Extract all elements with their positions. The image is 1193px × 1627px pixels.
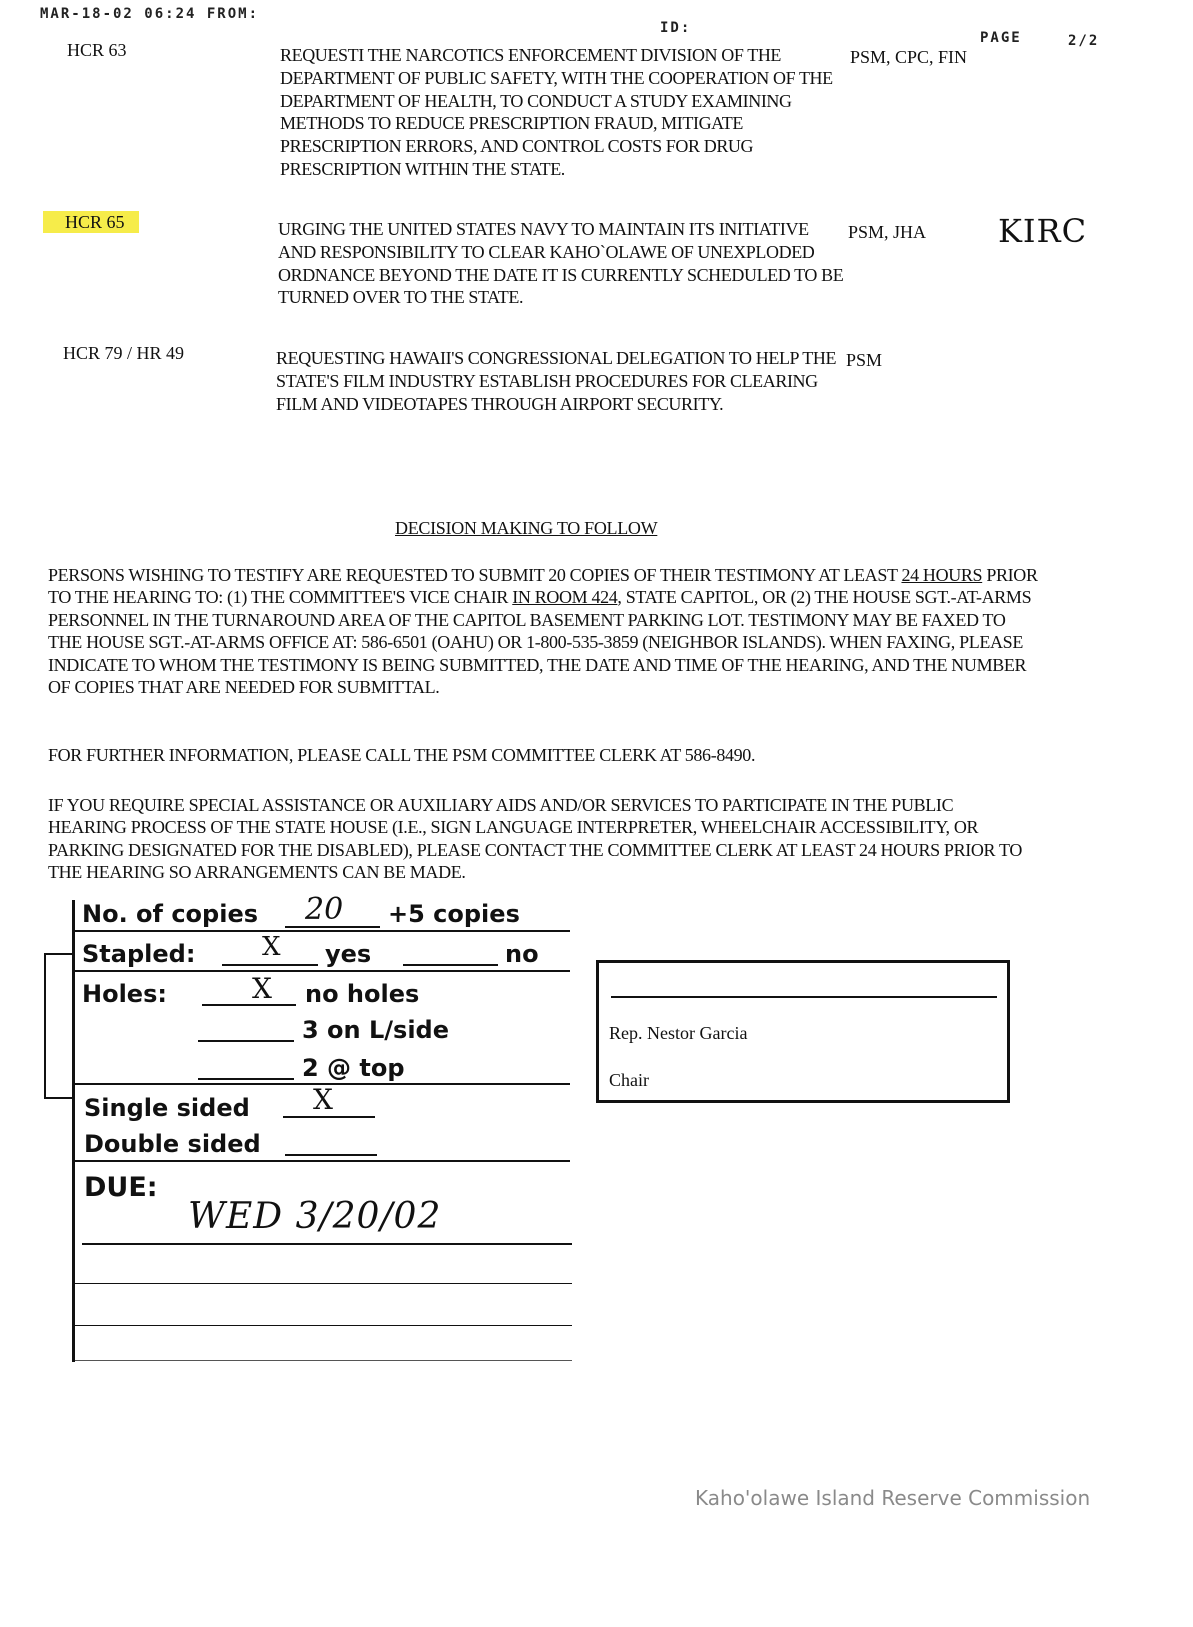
bracket-bottom [44,1097,74,1099]
testimony-hours: 24 HOURS [901,565,983,585]
three-side-blank [198,1040,294,1042]
stapled-no-blank [403,964,498,966]
fax-header-id: ID: [660,20,692,36]
single-sided-label: Single sided [84,1094,250,1122]
testimony-room: IN ROOM 424 [512,587,618,608]
holes-blank [202,1004,296,1006]
assistance-paragraph: IF YOU REQUIRE SPECIAL ASSISTANCE OR AUXILIARY AIDS AND/OR SERVICES TO PARTICIPATE IN THE PUBLIC HEARING PROCESS OF THE STATE HOUSE (I.E., SIGN LANGUAGE INTERPRETER, WHEELCHAIR ACCESSIBILITY, OR PARKING DESIGNATED FOR THE DISABLED), PLEASE CONTACT THE COMMITTEE CLERK AT LEAST 24 HOURS PRIOR TO THE HEARING SO ARRANGEMENTS CAN BE MADE. [48,795,1022,883]
two-top-blank [198,1078,294,1080]
further-info: FOR FURTHER INFORMATION, PLEASE CALL THE PSM COMMITTEE CLERK AT 586-8490. [48,745,756,765]
no-holes-label: no holes [305,980,420,1008]
holes-check: X [252,972,272,1005]
stapled-yes-blank [222,964,318,966]
signature-line [611,996,997,998]
form-rule [72,930,570,932]
watermark-text: Kaho'olawe Island Reserve Commission [695,1486,1091,1510]
bill-number-highlighted: HCR 65 [43,211,139,233]
copies-value: 20 [305,892,344,927]
bracket-side [44,953,46,1098]
section-heading: DECISION MAKING TO FOLLOW [395,518,658,538]
bill-description: REQUESTING HAWAII'S CONGRESSIONAL DELEGATION TO HELP THE STATE'S FILM INDUSTRY ESTABLISH PROCEDURES FOR CLEARING FILM AND VIDEOTAPES THROUGH AIRPORT SECURITY. [276,348,837,414]
bracket-top [44,953,74,955]
testimony-text-1: PERSONS WISHING TO TESTIFY ARE REQUESTED TO SUBMIT 20 COPIES OF THEIR TESTIMONY AT LEAST [48,565,898,585]
handwritten-note: KIRC [998,212,1088,250]
form-rule [75,1283,572,1284]
bill-number: HCR 79 / HR 49 [63,343,185,363]
bill-description: REQUESTI THE NARCOTICS ENFORCEMENT DIVISION OF THE DEPARTMENT OF PUBLIC SAFETY, WITH THE COOPERATION OF THE DEPARTMENT OF HEALTH, TO CONDUCT A STUDY EXAMINING METHODS TO REDUCE PRESCRIPTION FRAUD, MITIGATE PRESCRIPTION ERRORS, AND CONTROL COSTS FOR DRUG PRESCRIPTION WITHIN THE STATE. [280,45,833,179]
three-side-label: 3 on L/side [302,1016,450,1044]
stapled-yes-label: yes [325,940,372,968]
form-rule [75,1360,572,1361]
fax-page-value: 2/2 [1068,33,1100,49]
bill-committees: PSM [846,350,883,370]
bill-description: URGING THE UNITED STATES NAVY TO MAINTAIN ITS INITIATIVE AND RESPONSIBILITY TO CLEAR KAHO`OLAWE OF UNEXPLODED ORDNANCE BEYOND THE DATE IT IS CURRENTLY SCHEDULED TO BE TURNED OVER TO THE STATE. [278,219,844,308]
chair-name: Rep. Nestor Garcia [609,1023,748,1043]
bill-committees: PSM, CPC, FIN [850,47,968,67]
form-rule [82,1243,572,1245]
stapled-check: X [262,932,281,962]
fax-header-from: MAR-18-02 06:24 FROM: [40,6,260,22]
chair-title: Chair [609,1070,649,1090]
single-sided-check: X [313,1083,333,1116]
double-sided-label: Double sided [84,1130,261,1158]
single-sided-blank [283,1116,375,1118]
due-label: DUE: [84,1172,158,1203]
form-rule [75,1325,572,1326]
fax-page-label: PAGE [980,30,1022,46]
testimony-paragraph [48,564,1038,698]
extra-copies-label: +5 copies [388,900,520,928]
bill-committees: PSM, JHA [848,222,927,242]
signature-box [596,960,1010,1103]
testimony-text-3: , STATE CAPITOL, OR (2) THE HOUSE SGT.-AT-ARMS PERSONNEL IN THE TURNAROUND AREA OF THE CAPITOL BASEMENT PARKING LOT. TESTIMONY MAY BE FAXED TO THE HOUSE SGT.-AT-ARMS OFFICE AT: 586-6501 (OAHU) OR 1-800-535-3859 (NEIGHBOR ISLANDS). WHEN FAXING, PLEASE INDICATE TO WHOM THE TESTIMONY IS BEING SUBMITTED, THE DATE AND TIME OF THE HEARING, AND THE NUMBER OF COPIES THAT ARE NEEDED FOR SUBMITTAL. [48,587,1032,698]
bill-number: HCR 63 [67,40,127,60]
form-rule [72,1160,570,1162]
copies-label: No. of copies [82,900,259,928]
testimony-text-2: PRIOR TO THE HEARING TO: (1) THE COMMITTEE'S VICE CHAIR [48,565,1038,608]
form-rule [72,970,570,972]
due-value: WED 3/20/02 [188,1196,442,1237]
double-sided-blank [285,1154,377,1156]
stapled-no-label: no [505,940,539,968]
stapled-label: Stapled: [82,940,196,968]
two-top-label: 2 @ top [302,1054,405,1082]
holes-label: Holes: [82,980,167,1008]
